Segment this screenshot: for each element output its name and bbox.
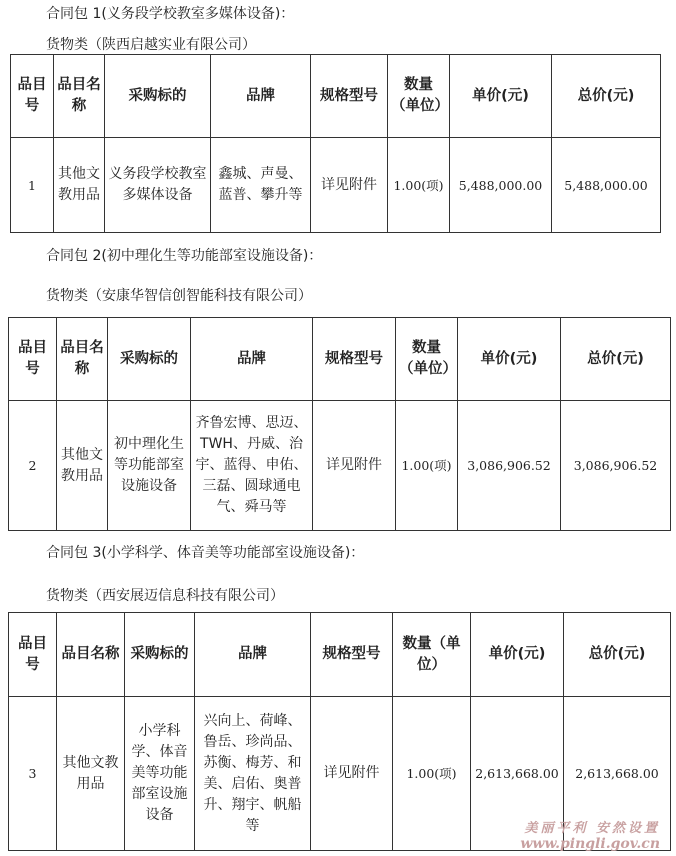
header-target: 采购标的: [108, 318, 191, 401]
header-name: 品目名称: [54, 55, 105, 138]
table-header-row: [11, 55, 661, 138]
package-2-title: 合同包 2(初中理化生等功能部室设施设备)：: [46, 248, 323, 264]
table-header-row: [9, 613, 671, 697]
package-3-title: 合同包 3(小学科学、体音美等功能部室设施设备)：: [46, 545, 365, 561]
watermark-text: 美丽平利 安然设置: [524, 821, 660, 836]
header-name: 品目名称: [57, 318, 108, 401]
cell-no: 3: [9, 697, 57, 851]
header-brand: 品牌: [195, 613, 311, 697]
watermark-url: www.pingli.gov.cn: [520, 836, 660, 852]
header-brand: 品牌: [191, 318, 313, 401]
header-unit-price: 单价(元): [450, 55, 552, 138]
package-1-supplier: 货物类（陕西启越实业有限公司）: [46, 37, 256, 53]
cell-unit-price: 2,613,668.00: [471, 697, 564, 851]
header-total-price: 总价(元): [561, 318, 671, 401]
package-3-supplier: 货物类（西安展迈信息科技有限公司）: [46, 588, 284, 604]
cell-model: 详见附件: [311, 138, 388, 233]
watermark: [520, 817, 660, 852]
table-row: [9, 401, 671, 531]
cell-total-price: 3,086,906.52: [561, 401, 671, 531]
cell-brand: 齐鲁宏博、思迈、TWH、丹威、治宇、蓝得、申佑、三磊、圆球通电气、舜马等: [191, 401, 313, 531]
header-total-price: 总价(元): [552, 55, 661, 138]
cell-brand: 兴向上、荷峰、鲁岳、珍尚品、苏衡、梅芳、和美、启佑、奥普升、翔宇、帆船等: [195, 697, 311, 851]
cell-target: 义务段学校教室多媒体设备: [105, 138, 211, 233]
table-row: [11, 138, 661, 233]
header-total-price: 总价(元): [564, 613, 671, 697]
package-2-table: [8, 317, 671, 531]
cell-no: 1: [11, 138, 54, 233]
cell-qty: 1.00(项): [396, 401, 458, 531]
header-qty: 数量（单位）: [393, 613, 471, 697]
header-model: 规格型号: [311, 613, 393, 697]
cell-no: 2: [9, 401, 57, 531]
header-no: 品目号: [9, 613, 57, 697]
cell-total-price: 2,613,668.00: [564, 697, 671, 851]
header-name: 品目名称: [57, 613, 125, 697]
cell-target: 初中理化生等功能部室设施设备: [108, 401, 191, 531]
header-model: 规格型号: [313, 318, 396, 401]
cell-qty: 1.00(项): [393, 697, 471, 851]
header-qty: 数量（单位）: [396, 318, 458, 401]
cell-name: 其他文教用品: [57, 697, 125, 851]
package-2-supplier: 货物类（安康华智信创智能科技有限公司）: [46, 288, 312, 304]
header-qty: 数量（单位）: [388, 55, 450, 138]
package-1-title: 合同包 1(义务段学校教室多媒体设备)：: [46, 6, 295, 22]
cell-unit-price: 3,086,906.52: [458, 401, 561, 531]
header-target: 采购标的: [105, 55, 211, 138]
table-header-row: [9, 318, 671, 401]
header-unit-price: 单价(元): [471, 613, 564, 697]
header-no: 品目号: [9, 318, 57, 401]
cell-qty: 1.00(项): [388, 138, 450, 233]
package-1-table: [10, 54, 661, 233]
cell-name: 其他文教用品: [57, 401, 108, 531]
cell-target: 小学科学、体音美等功能部室设施设备: [125, 697, 195, 851]
cell-total-price: 5,488,000.00: [552, 138, 661, 233]
header-model: 规格型号: [311, 55, 388, 138]
package-3-table: [8, 612, 671, 851]
cell-model: 详见附件: [313, 401, 396, 531]
cell-brand: 鑫城、声曼、蓝普、攀升等: [211, 138, 311, 233]
cell-unit-price: 5,488,000.00: [450, 138, 552, 233]
header-brand: 品牌: [211, 55, 311, 138]
cell-model: 详见附件: [311, 697, 393, 851]
header-unit-price: 单价(元): [458, 318, 561, 401]
header-target: 采购标的: [125, 613, 195, 697]
header-no: 品目号: [11, 55, 54, 138]
cell-name: 其他文教用品: [54, 138, 105, 233]
